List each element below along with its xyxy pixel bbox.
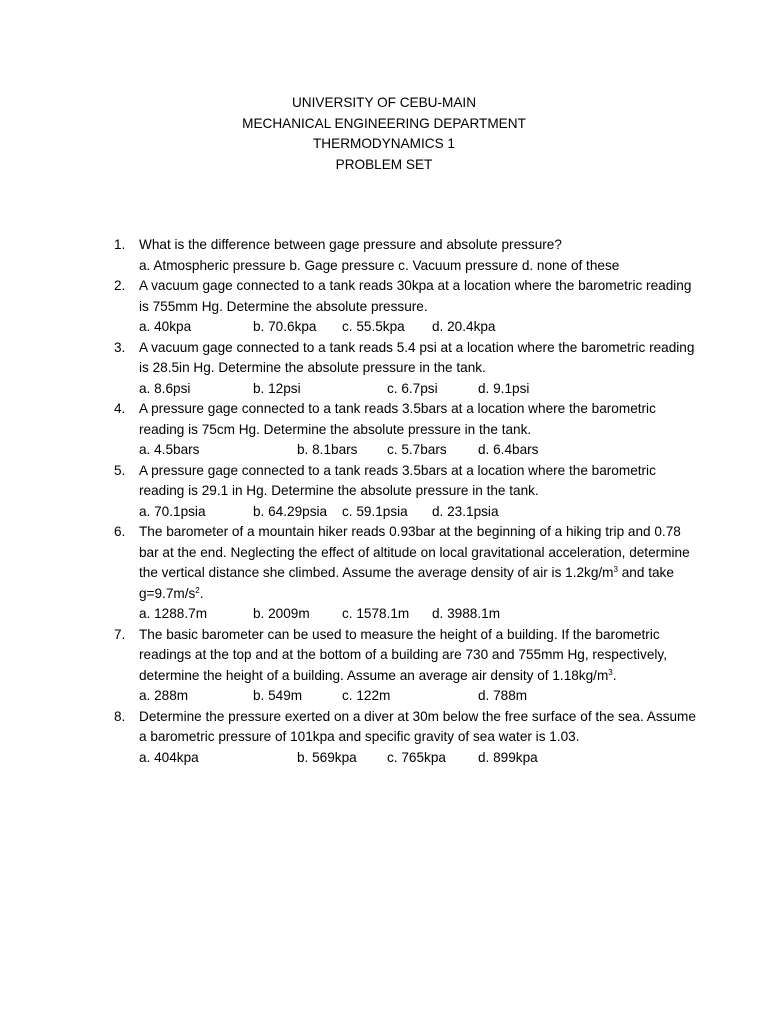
course-name: THERMODYNAMICS 1	[313, 136, 455, 151]
question-3	[0, 338, 768, 400]
question-number: 2.	[114, 278, 126, 293]
choice-d: d. 6.4bars	[478, 442, 539, 457]
question-text	[139, 625, 699, 687]
question-text: A vacuum gage connected to a tank reads 30kpa at a location where the barometric reading is 755mm Hg. Determine the absolute pressure.	[139, 278, 692, 314]
choice-a: a. 70.1psia	[139, 503, 206, 519]
question-number: 1.	[114, 237, 126, 252]
choice-b: b. 12psi	[253, 380, 301, 396]
question-text-mid: and take g=9.7m/s	[139, 565, 674, 601]
choice-d: d. 899kpa	[478, 749, 538, 765]
answer-choices	[139, 379, 768, 400]
question-list	[0, 235, 768, 768]
answer-choices	[139, 686, 768, 707]
question-7	[0, 625, 768, 707]
question-text: What is the difference between gage pressure and absolute pressure?	[139, 237, 562, 252]
choice-b: b. 70.6kpa	[253, 319, 317, 334]
question-text-main: The basic barometer can be used to measure the height of a building. If the barometric readings at the top and at the bottom of a building are 730 and 755mm Hg, respectively, determine the height of a building. Assume an average air density of 1.18kg/m	[139, 626, 667, 683]
choice-b: b. 549m	[253, 688, 303, 703]
choice-d: d. 3988.1m	[432, 606, 501, 621]
answer-choices	[139, 256, 768, 277]
choice-all: a. Atmospheric pressure b. Gage pressure c. Vacuum pressure d. none of these	[139, 257, 620, 273]
answer-choices	[139, 502, 768, 523]
choice-a: a. 8.6psi	[139, 380, 191, 396]
choice-b: b. 569kpa	[297, 749, 357, 765]
choice-d: d. 788m	[478, 688, 528, 703]
choice-a: a. 4.5bars	[139, 442, 200, 457]
department-name: MECHANICAL ENGINEERING DEPARTMENT	[242, 115, 526, 131]
choice-c: c. 122m	[342, 688, 391, 703]
superscript-3: 3	[613, 565, 618, 574]
choice-c: c. 1578.1m	[342, 606, 410, 621]
question-text-end: .	[199, 585, 204, 601]
choice-a: a. 288m	[139, 688, 189, 703]
answer-choices	[139, 604, 768, 625]
question-number: 8.	[114, 708, 126, 724]
choice-c: c. 765kpa	[387, 749, 446, 765]
superscript-3: 3	[608, 667, 613, 677]
choice-d: d. 23.1psia	[432, 503, 499, 519]
question-5	[0, 461, 768, 523]
question-text-main: The barometer of a mountain hiker reads 0.93bar at the beginning of a hiking trip and 0.78 bar at the end. Neglecting the effect of altitude on local gravitational acceleration, determine the vertical distance she climbed. Assume the average density of air is 1.2kg/m	[139, 524, 690, 580]
choice-b: b. 64.29psia	[253, 503, 328, 519]
answer-choices	[139, 317, 768, 338]
choice-d: d. 9.1psi	[478, 380, 530, 396]
document-title: PROBLEM SET	[335, 156, 433, 172]
question-number: 6.	[114, 524, 126, 539]
superscript-2: 2	[195, 585, 200, 595]
question-6	[0, 522, 768, 625]
question-text-end: .	[612, 667, 617, 683]
choice-b: b. 8.1bars	[297, 442, 358, 457]
question-number: 5.	[114, 462, 126, 478]
choice-c: c. 6.7psi	[387, 380, 438, 396]
question-number: 4.	[114, 401, 126, 416]
choice-c: c. 55.5kpa	[342, 319, 405, 334]
question-1	[0, 235, 768, 276]
choice-c: c. 5.7bars	[387, 442, 447, 457]
answer-choices	[139, 440, 768, 461]
question-number: 7.	[114, 626, 126, 642]
university-name: UNIVERSITY OF CEBU-MAIN	[291, 95, 477, 110]
question-8	[0, 707, 768, 769]
document-header	[0, 93, 768, 175]
choice-c: c. 59.1psia	[342, 503, 408, 519]
choice-d: d. 20.4kpa	[432, 319, 496, 334]
question-text: A pressure gage connected to a tank reads 3.5bars at a location where the barometric reading is 29.1 in Hg. Determine the absolute pressure in the tank.	[139, 462, 656, 498]
choice-a: a. 40kpa	[139, 319, 192, 334]
question-4	[0, 399, 768, 461]
question-text: Determine the pressure exerted on a diver at 30m below the free surface of the sea. Assume a barometric pressure of 101kpa and specific gravity of sea water is 1.03.	[139, 708, 696, 744]
question-number: 3.	[114, 339, 126, 355]
answer-choices	[139, 748, 768, 769]
question-2	[0, 276, 768, 338]
choice-b: b. 2009m	[253, 606, 310, 621]
choice-a: a. 1288.7m	[139, 606, 208, 621]
question-text: A pressure gage connected to a tank reads 3.5bars at a location where the barometric reading is 75cm Hg. Determine the absolute pressure in the tank.	[139, 401, 656, 437]
choice-a: a. 404kpa	[139, 749, 199, 765]
question-text: A vacuum gage connected to a tank reads 5.4 psi at a location where the barometric reading is 28.5in Hg. Determine the absolute pressure in the tank.	[139, 339, 695, 375]
question-text	[139, 522, 699, 604]
